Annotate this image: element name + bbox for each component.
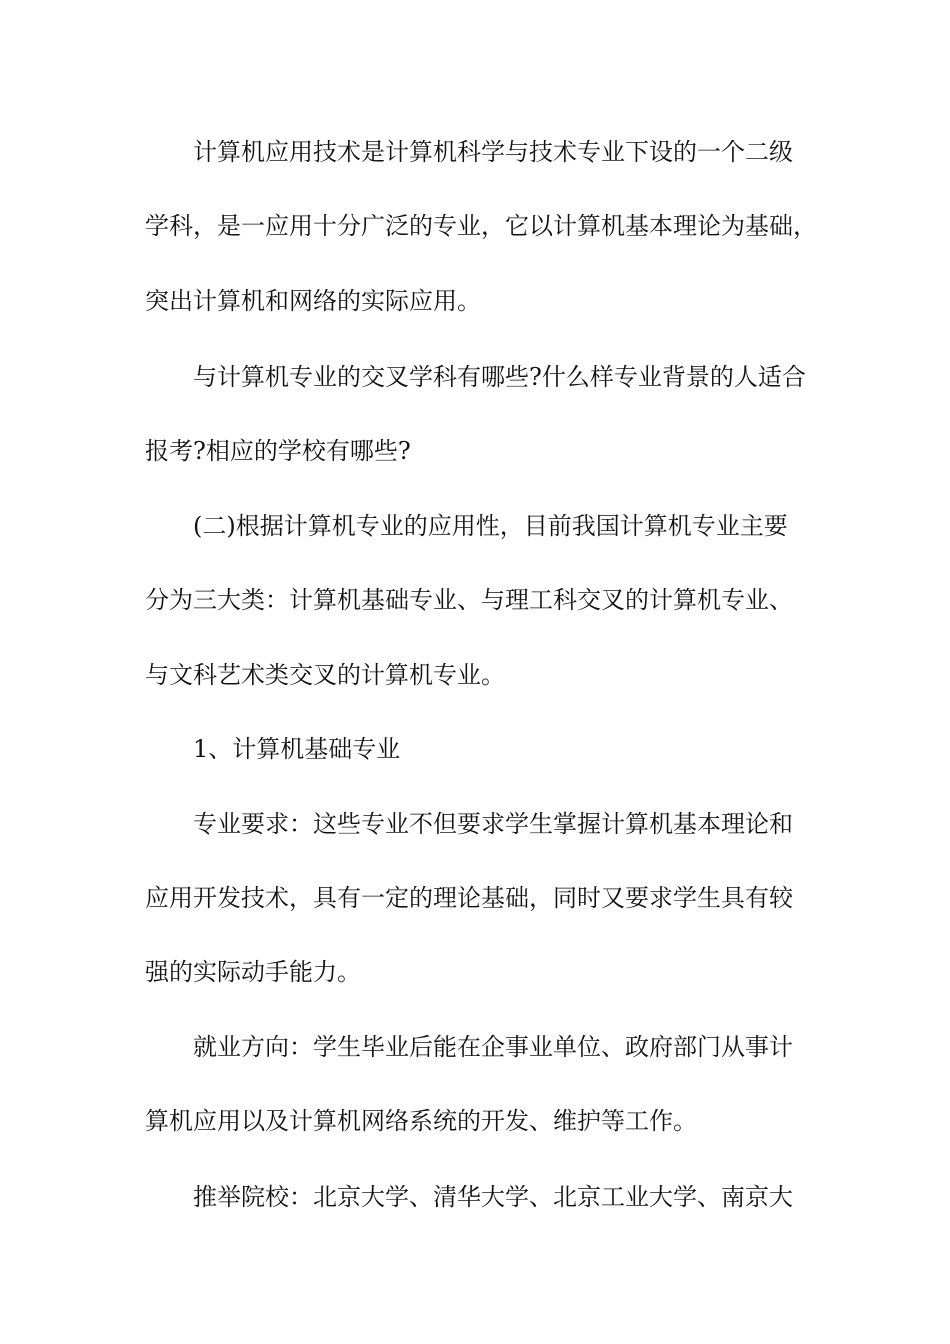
paragraph-line: 专业要求：这些专业不但要求学生掌握计算机基本理论和 [193, 810, 793, 838]
section-heading: 1、计算机基础专业 [193, 735, 401, 763]
paragraph-line: 与文科艺术类交叉的计算机专业。 [145, 661, 505, 689]
paragraph-line: 突出计算机和网络的实际应用。 [145, 287, 481, 315]
paragraph-line: 应用开发技术，具有一定的理论基础，同时又要求学生具有较 [145, 884, 793, 912]
paragraph-line: 分为三大类：计算机基础专业、与理工科交叉的计算机专业、 [145, 586, 793, 614]
paragraph-line: 报考?相应的学校有哪些? [145, 437, 411, 465]
paragraph-line: 推举院校：北京大学、清华大学、北京工业大学、南京大 [193, 1183, 793, 1211]
paragraph-line: 就业方向：学生毕业后能在企事业单位、政府部门从事计 [193, 1033, 793, 1061]
paragraph-line: (二)根据计算机专业的应用性，目前我国计算机专业主要 [193, 512, 788, 540]
paragraph-line: 学科，是一应用十分广泛的专业，它以计算机基本理论为基础， [145, 212, 817, 240]
paragraph-line: 与计算机专业的交叉学科有哪些?什么样专业背景的人适合 [193, 363, 806, 391]
paragraph-line: 计算机应用技术是计算机科学与技术专业下设的一个二级 [193, 138, 793, 166]
paragraph-line: 强的实际动手能力。 [145, 958, 361, 986]
paragraph-line: 算机应用以及计算机网络系统的开发、维护等工作。 [145, 1107, 697, 1135]
